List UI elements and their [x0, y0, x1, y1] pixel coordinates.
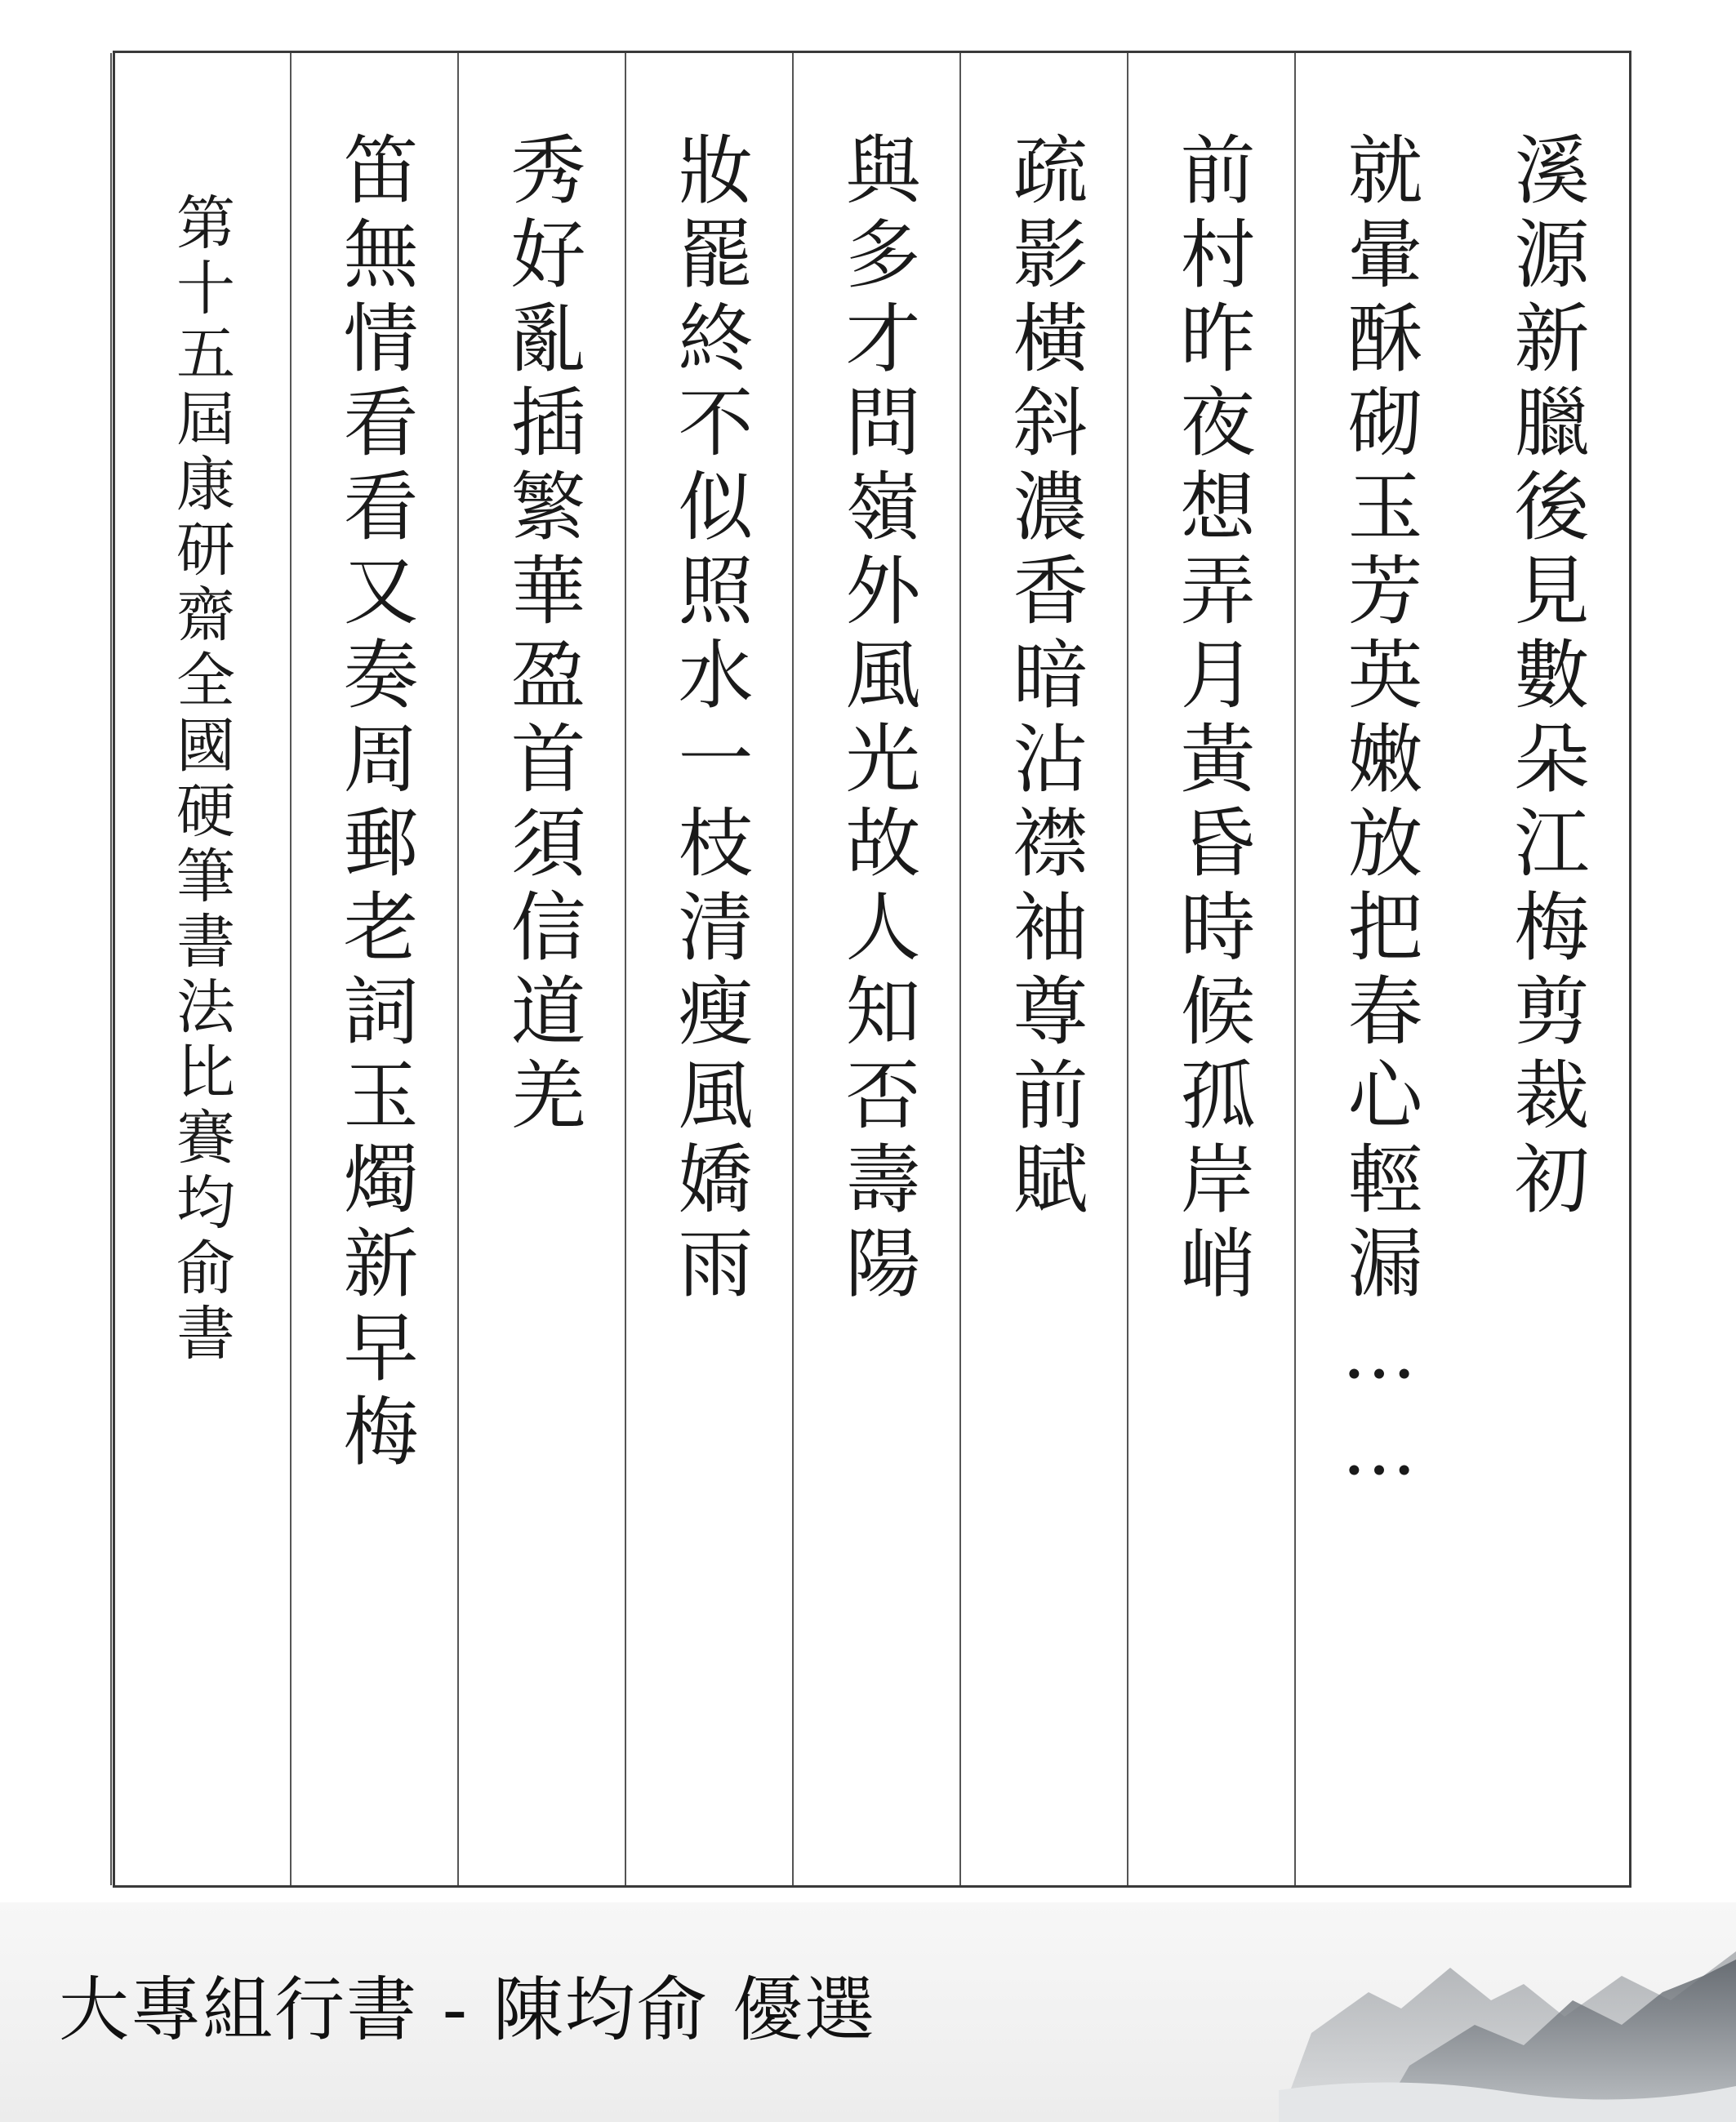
column-text: 妝罷終不似照水一枝清瘦風嬌雨: [665, 131, 754, 1308]
column-text: 前村昨夜想弄月黃昏時候孤岸峭: [1168, 131, 1256, 1308]
text-column-4: [959, 53, 1127, 1885]
signature-column: [110, 53, 290, 1885]
text-column-5: [792, 53, 959, 1885]
text-column-6: [625, 53, 792, 1885]
column-text: 疏影橫斜濃香暗沾襟袖尊前賦: [1000, 131, 1088, 1224]
mountain-landscape-icon: [1279, 1902, 1736, 2122]
text-column-2: [1294, 53, 1462, 1885]
text-column-8: [290, 53, 457, 1885]
column-text: 笛無情看看又奏周郵老詞玉燭新早梅: [331, 131, 419, 1476]
column-text: 溪源新臘後見數朵江梅剪裁初: [1502, 131, 1590, 1224]
award-caption: 大專組行書 - 陳均俞 優選: [59, 1969, 877, 2051]
text-column-3: [1127, 53, 1294, 1885]
calligraphy-sheet: [113, 51, 1631, 1888]
text-column-7: [457, 53, 625, 1885]
text-column-1: [1462, 53, 1629, 1885]
signature-text: 第十五屆康研齋全國硬筆書法比賽均俞書: [167, 192, 235, 1368]
column-text: 就暈酥砌玉芳英嫩放把春心輕漏……: [1335, 131, 1423, 1501]
column-text: 秀好亂插繁華盈首須信道羌: [498, 131, 586, 1140]
column-text: 與多才問嶺外風光故人知否壽陽: [833, 131, 921, 1308]
